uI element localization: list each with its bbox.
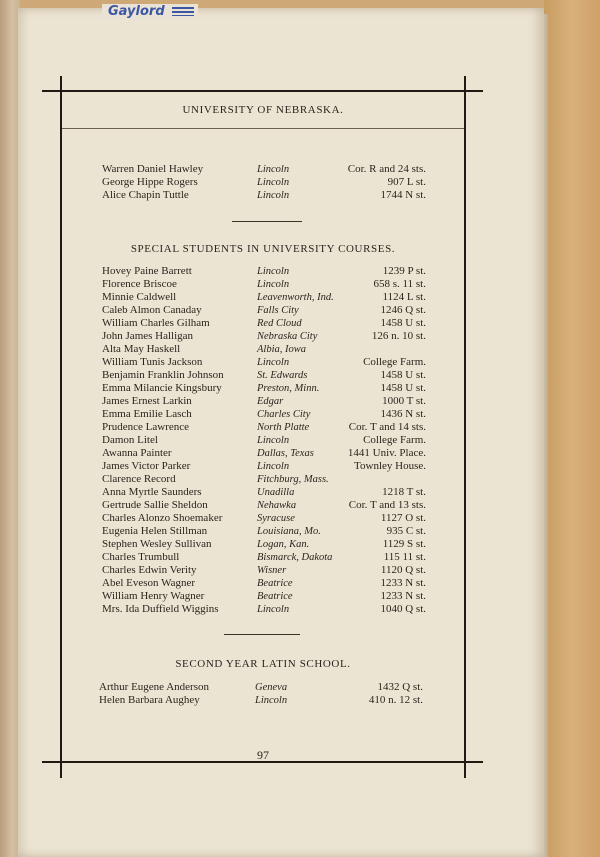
student-address: 1233 N st. [380, 590, 426, 602]
student-name: Charles Alonzo Shoemaker [102, 512, 223, 524]
student-row [0, 278, 600, 291]
student-name: William Henry Wagner [102, 590, 205, 602]
student-row [0, 189, 600, 202]
student-residence: Charles City [257, 409, 311, 420]
student-name: William Charles Gilham [102, 317, 210, 329]
student-name: Mrs. Ida Duffield Wiggins [102, 603, 219, 615]
student-name: William Tunis Jackson [102, 356, 203, 368]
student-address: College Farm. [363, 356, 426, 368]
student-name: Florence Briscoe [102, 278, 177, 290]
page-title: UNIVERSITY OF NEBRASKA. [182, 104, 344, 116]
student-row [0, 681, 600, 694]
student-row [0, 486, 600, 499]
student-row [0, 408, 600, 421]
student-name: Emma Milancie Kingsbury [102, 382, 222, 394]
student-address: 1233 N st. [380, 577, 426, 589]
student-row [0, 382, 600, 395]
student-residence: Beatrice [257, 591, 293, 602]
student-residence: Fitchburg, Mass. [257, 474, 329, 485]
student-row [0, 512, 600, 525]
latin-school-heading: SECOND YEAR LATIN SCHOOL. [175, 658, 351, 670]
student-address: 1218 T st. [382, 486, 426, 498]
student-row [0, 291, 600, 304]
student-name: Arthur Eugene Anderson [99, 681, 209, 693]
student-row [0, 330, 600, 343]
student-row [0, 356, 600, 369]
student-row [0, 551, 600, 564]
student-name: Hovey Paine Barrett [102, 265, 192, 277]
student-name: Alta May Haskell [102, 343, 181, 355]
student-residence: Lincoln [257, 177, 290, 188]
student-address: Townley House. [354, 460, 426, 472]
student-name: Anna Myrtle Saunders [102, 486, 202, 498]
student-address: 1436 N st. [380, 408, 426, 420]
student-name: Emma Emilie Lasch [102, 408, 192, 420]
student-name: Damon Litel [102, 434, 158, 446]
student-residence: Dallas, Texas [257, 448, 314, 459]
student-row [0, 694, 600, 707]
student-residence: Bismarck, Dakota [257, 552, 333, 563]
student-address: 1458 U st. [380, 317, 426, 329]
student-name: George Hippe Rogers [102, 176, 198, 188]
student-row [0, 434, 600, 447]
student-residence: Lincoln [257, 435, 290, 446]
student-row [0, 590, 600, 603]
student-name: John James Halligan [102, 330, 194, 342]
student-residence: North Platte [257, 422, 310, 433]
student-row [0, 395, 600, 408]
student-address: 1239 P st. [382, 265, 426, 277]
student-name: Clarence Record [102, 473, 176, 485]
student-row [0, 460, 600, 473]
student-address: College Farm. [363, 434, 426, 446]
student-row [0, 473, 600, 486]
student-residence: Lincoln [257, 604, 290, 615]
student-address: Cor. T and 14 sts. [348, 421, 426, 433]
student-row [0, 421, 600, 434]
student-address: Cor. T and 13 sts. [348, 499, 426, 511]
student-address: 658 s. 11 st. [373, 278, 426, 290]
student-residence: Lincoln [257, 266, 290, 277]
student-residence: Edgar [257, 396, 284, 407]
student-name: James Victor Parker [102, 460, 191, 472]
student-name: Gertrude Sallie Sheldon [102, 499, 208, 511]
student-name: Charles Edwin Verity [102, 564, 197, 576]
student-row [0, 163, 600, 176]
student-residence: Red Cloud [257, 318, 302, 329]
student-name: Awanna Painter [102, 447, 172, 459]
student-residence: Albia, Iowa [257, 344, 306, 355]
student-residence: Unadilla [257, 487, 295, 498]
student-residence: Nebraska City [257, 331, 318, 342]
student-address: 1458 U st. [380, 382, 426, 394]
section-separator [232, 221, 302, 222]
student-address: 1120 Q st. [380, 564, 426, 576]
student-name: Caleb Almon Canaday [102, 304, 202, 316]
student-name: Abel Eveson Wagner [102, 577, 195, 589]
student-row [0, 304, 600, 317]
student-row [0, 499, 600, 512]
gaylord-label [102, 4, 198, 20]
student-name: Minnie Caldwell [102, 291, 177, 303]
student-address: 1432 Q st. [377, 681, 423, 693]
student-residence: Beatrice [257, 578, 293, 589]
student-name: Charles Trumbull [102, 551, 180, 563]
student-row [0, 176, 600, 189]
student-residence: Lincoln [257, 279, 290, 290]
student-address: 1129 S st. [382, 538, 426, 550]
student-residence: Syracuse [257, 513, 295, 524]
student-residence: Falls City [257, 305, 299, 316]
student-address: 935 C st. [386, 525, 426, 537]
page-number: 97 [257, 748, 269, 762]
latin-students-list [0, 681, 600, 707]
student-row [0, 447, 600, 460]
special-students-heading: SPECIAL STUDENTS IN UNIVERSITY COURSES. [130, 243, 396, 255]
student-residence: Lincoln [257, 190, 290, 201]
student-residence: Lincoln [257, 164, 290, 175]
header-rule [62, 128, 464, 129]
student-residence: Lincoln [257, 461, 290, 472]
student-name: Prudence Lawrence [102, 421, 190, 433]
special-students-list [0, 265, 600, 616]
student-residence: Leavenworth, Ind. [257, 292, 334, 303]
continued-students-list [0, 163, 600, 202]
student-name: Helen Barbara Aughey [99, 694, 200, 706]
frame-rule-top [42, 90, 483, 92]
student-name: Alice Chapin Tuttle [102, 189, 189, 201]
student-row [0, 317, 600, 330]
student-address: 1000 T st. [382, 395, 426, 407]
student-name: Benjamin Franklin Johnson [102, 369, 224, 381]
student-residence: St. Edwards [257, 370, 308, 381]
student-row [0, 577, 600, 590]
student-name: James Ernest Larkin [102, 395, 192, 407]
student-address: Cor. R and 24 sts. [347, 163, 426, 175]
student-row [0, 343, 600, 356]
student-address: 1246 Q st. [380, 304, 426, 316]
student-residence: Lincoln [255, 695, 288, 706]
section-separator [224, 634, 300, 635]
student-residence: Preston, Minn. [257, 383, 320, 394]
gaylord-label-text: Gaylord [108, 4, 165, 19]
student-row [0, 538, 600, 551]
student-address: 1744 N st. [380, 189, 426, 201]
student-residence: Louisiana, Mo. [257, 526, 321, 537]
student-residence: Lincoln [257, 357, 290, 368]
student-address: 1441 Univ. Place. [347, 447, 426, 459]
student-row [0, 369, 600, 382]
student-address: 1127 O st. [380, 512, 426, 524]
student-address: 907 L st. [387, 176, 426, 188]
student-name: Stephen Wesley Sullivan [102, 538, 212, 550]
student-name: Warren Daniel Hawley [102, 163, 204, 175]
student-residence: Nehawka [257, 500, 297, 511]
student-address: 126 n. 10 st. [371, 330, 426, 342]
student-address: 1124 L st. [382, 291, 426, 303]
student-address: 410 n. 12 st. [368, 694, 423, 706]
student-address: 1040 Q st. [380, 603, 426, 615]
student-name: Eugenia Helen Stillman [102, 525, 208, 537]
label-stripes [172, 7, 194, 16]
student-row [0, 564, 600, 577]
student-residence: Geneva [255, 682, 288, 693]
student-row [0, 603, 600, 616]
student-row [0, 525, 600, 538]
student-row [0, 265, 600, 278]
student-address: 115 11 st. [383, 551, 426, 563]
student-residence: Logan, Kan. [257, 539, 310, 550]
student-address: 1458 U st. [380, 369, 426, 381]
student-residence: Wisner [257, 565, 287, 576]
